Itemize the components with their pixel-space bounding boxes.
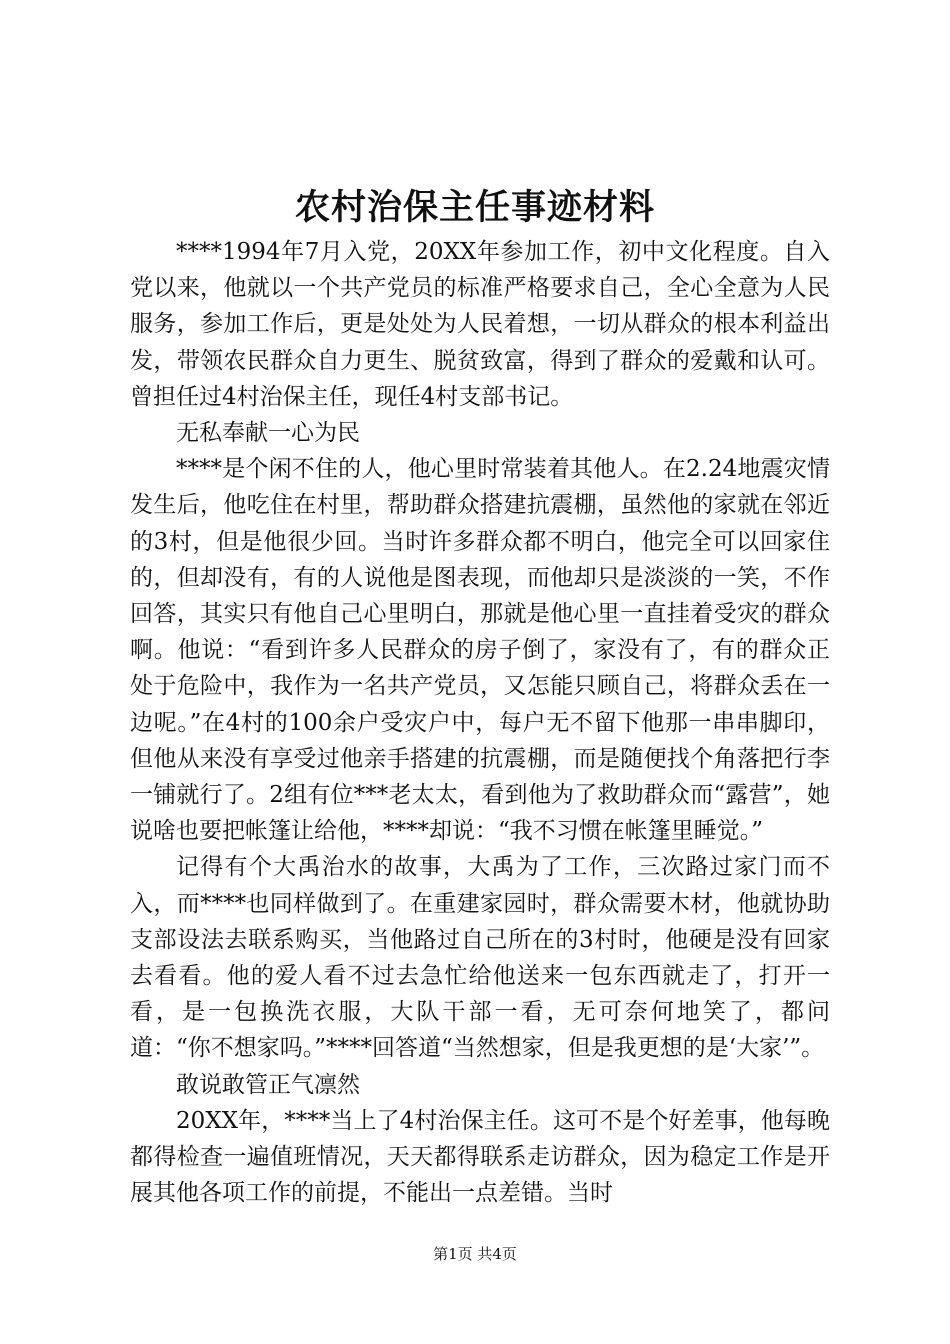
intro-paragraph: ****1994年7月入党，20XX年参加工作，初中文化程度。自入党以来，他就以一个共产党员的标准严格要求自己，全心全意为人民服务，参加工作后，更是处处为人民着想，一切从群众的根本利益出发，带领农民群众自力更生、脱贫致富，得到了群众的爱戴和认可。曾担任过4村治保主任，现任4村支部书记。: [130, 239, 830, 410]
body-paragraph-3: 20XX年，****当上了4村治保主任。这可不是个好差事，他每晚都得检查一遍值班情况，天天都得联系走访群众，因为稳定工作是开展其他各项工作的前提，不能出一点差错。当时: [130, 1107, 830, 1207]
document-title: 农村治保主任事迹材料: [294, 188, 655, 228]
page-footer: 第1页 共4页: [433, 1245, 517, 1263]
body-paragraph-2: 记得有个大禹治水的故事，大禹为了工作，三次路过家门而不入，而****也同样做到了。在重建家园时，群众需要木材，他就协助支部设法去联系购买，当他路过自己所在的3村时，他硬是没有回家去看看。他的爱人看不过去急忙给他送来一包东西就走了，打开一看，是一包换洗衣服，大队干部一看，无可奈何地笑了，都问道：“你不想家吗。”****回答道“当然想家，但是我更想的是‘大家’”。: [130, 854, 830, 1062]
section-heading-2: 敢说敢管正气凛然: [176, 1071, 360, 1098]
document-body: [130, 234, 830, 1211]
section-heading-1: 无私奉献一心为民: [176, 420, 360, 447]
body-paragraph-1: ****是个闲不住的人，他心里时常装着其他人。在2.24地震灾情发生后，他吃住在村里，帮助群众搭建抗震棚，虽然他的家就在邻近的3村，但是他很少回。当时许多群众都不明白，他完全可以回家住的，但却没有，有的人说他是图表现，而他却只是淡淡的一笑，不作回答，其实只有他自己心里明白，那就是他心里一直挂着受灾的群众啊。他说：“看到许多人民群众的房子倒了，家没有了，有的群众正处于危险中，我作为一名共产党员，又怎能只顾自己，将群众丢在一边呢。”在4村的100余户受灾户中，每户无不留下他那一串串脚印，但他从来没有享受过他亲手搭建的抗震棚，而是随便找个角落把行李一铺就行了。2组有位***老太太，看到他为了救助群众而“露营”，她说啥也要把帐篷让给他，****却说：“我不习惯在帐篷里睡觉。”: [130, 456, 830, 845]
